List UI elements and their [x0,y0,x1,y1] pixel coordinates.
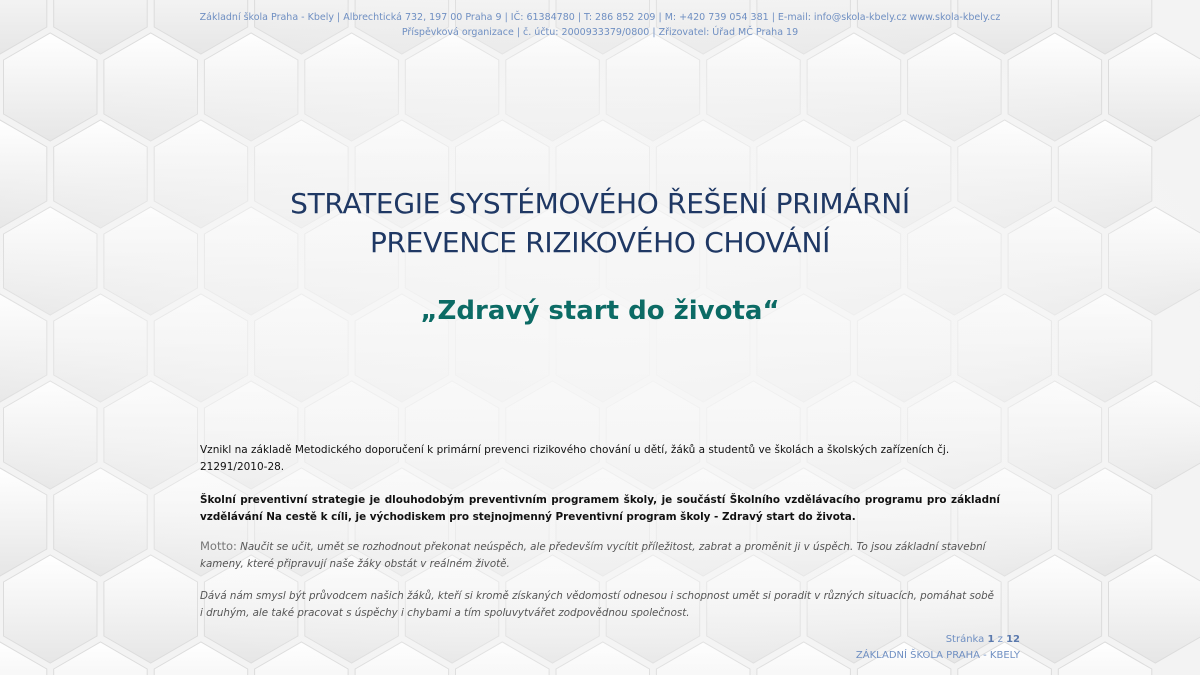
mission-paragraph: Dává nám smysl být průvodcem našich žáků, kteří si kromě získaných vědomostí odnesou i schopnost umět si poradit v různých situacích, pomáhat sobě i druhým, ale také pracovat s úspěchy i chybami a tím spoluvytvářet zodpovědnou společnost. [200,590,995,619]
title-line-1: STRATEGIE SYSTÉMOVÉHO ŘEŠENÍ PRIMÁRNÍ [290,187,910,220]
page-total: 12 [1006,634,1020,645]
page-label: Stránka [945,634,985,645]
intro-paragraph: Vznikl na základě Metodického doporučení k primární prevenci rizikového chování u dětí, žáků a studentů ve školách a školských zařízeních čj. 21291/2010-28. [200,444,950,473]
page-indicator [856,632,1020,648]
motto-label: Motto: [200,539,237,553]
document-body [200,442,1000,622]
strategy-paragraph: Školní preventivní strategie je dlouhodobým preventivním programem školy, je součástí Školního vzdělávacího programu pro základní vzdělávání Na cestě k cíli, je východiskem pro stejnojmenný Preventivní program školy - Zdravý start do života. [200,494,1000,523]
school-header [0,10,1200,40]
header-organization-line: Příspěvková organizace | č. účtu: 2000933379/0800 | Zřizovatel: Úřad MČ Praha 19 [401,27,799,38]
page-current: 1 [987,634,995,645]
page-footer [856,632,1020,664]
motto-paragraph [200,538,1000,573]
document-title [150,184,1050,262]
document-subtitle: „Zdravý start do života“ [420,296,780,326]
motto-text: Naučit se učit, umět se rozhodnout překonat neúspěch, ale především vycítit příležitost, zabrat a proměnit ji v úspěch. To jsou základní stavební kameny, které připravují naše žáky obstát v reálném životě. [200,541,986,570]
title-line-2: PREVENCE RIZIKOVÉHO CHOVÁNÍ [369,226,831,259]
header-contact-line: Základní škola Praha - Kbely | Albrechtická 732, 197 00 Praha 9 | IČ: 61384780 | T: 286 852 209 | M: +420 739 054 381 | E-mail: info@skola-kbely.cz www.skola-kbely.cz [199,12,1001,23]
footer-school-name: ZÁKLADNÍ ŠKOLA PRAHA - KBELY [855,650,1020,661]
page-of: z [997,634,1003,645]
